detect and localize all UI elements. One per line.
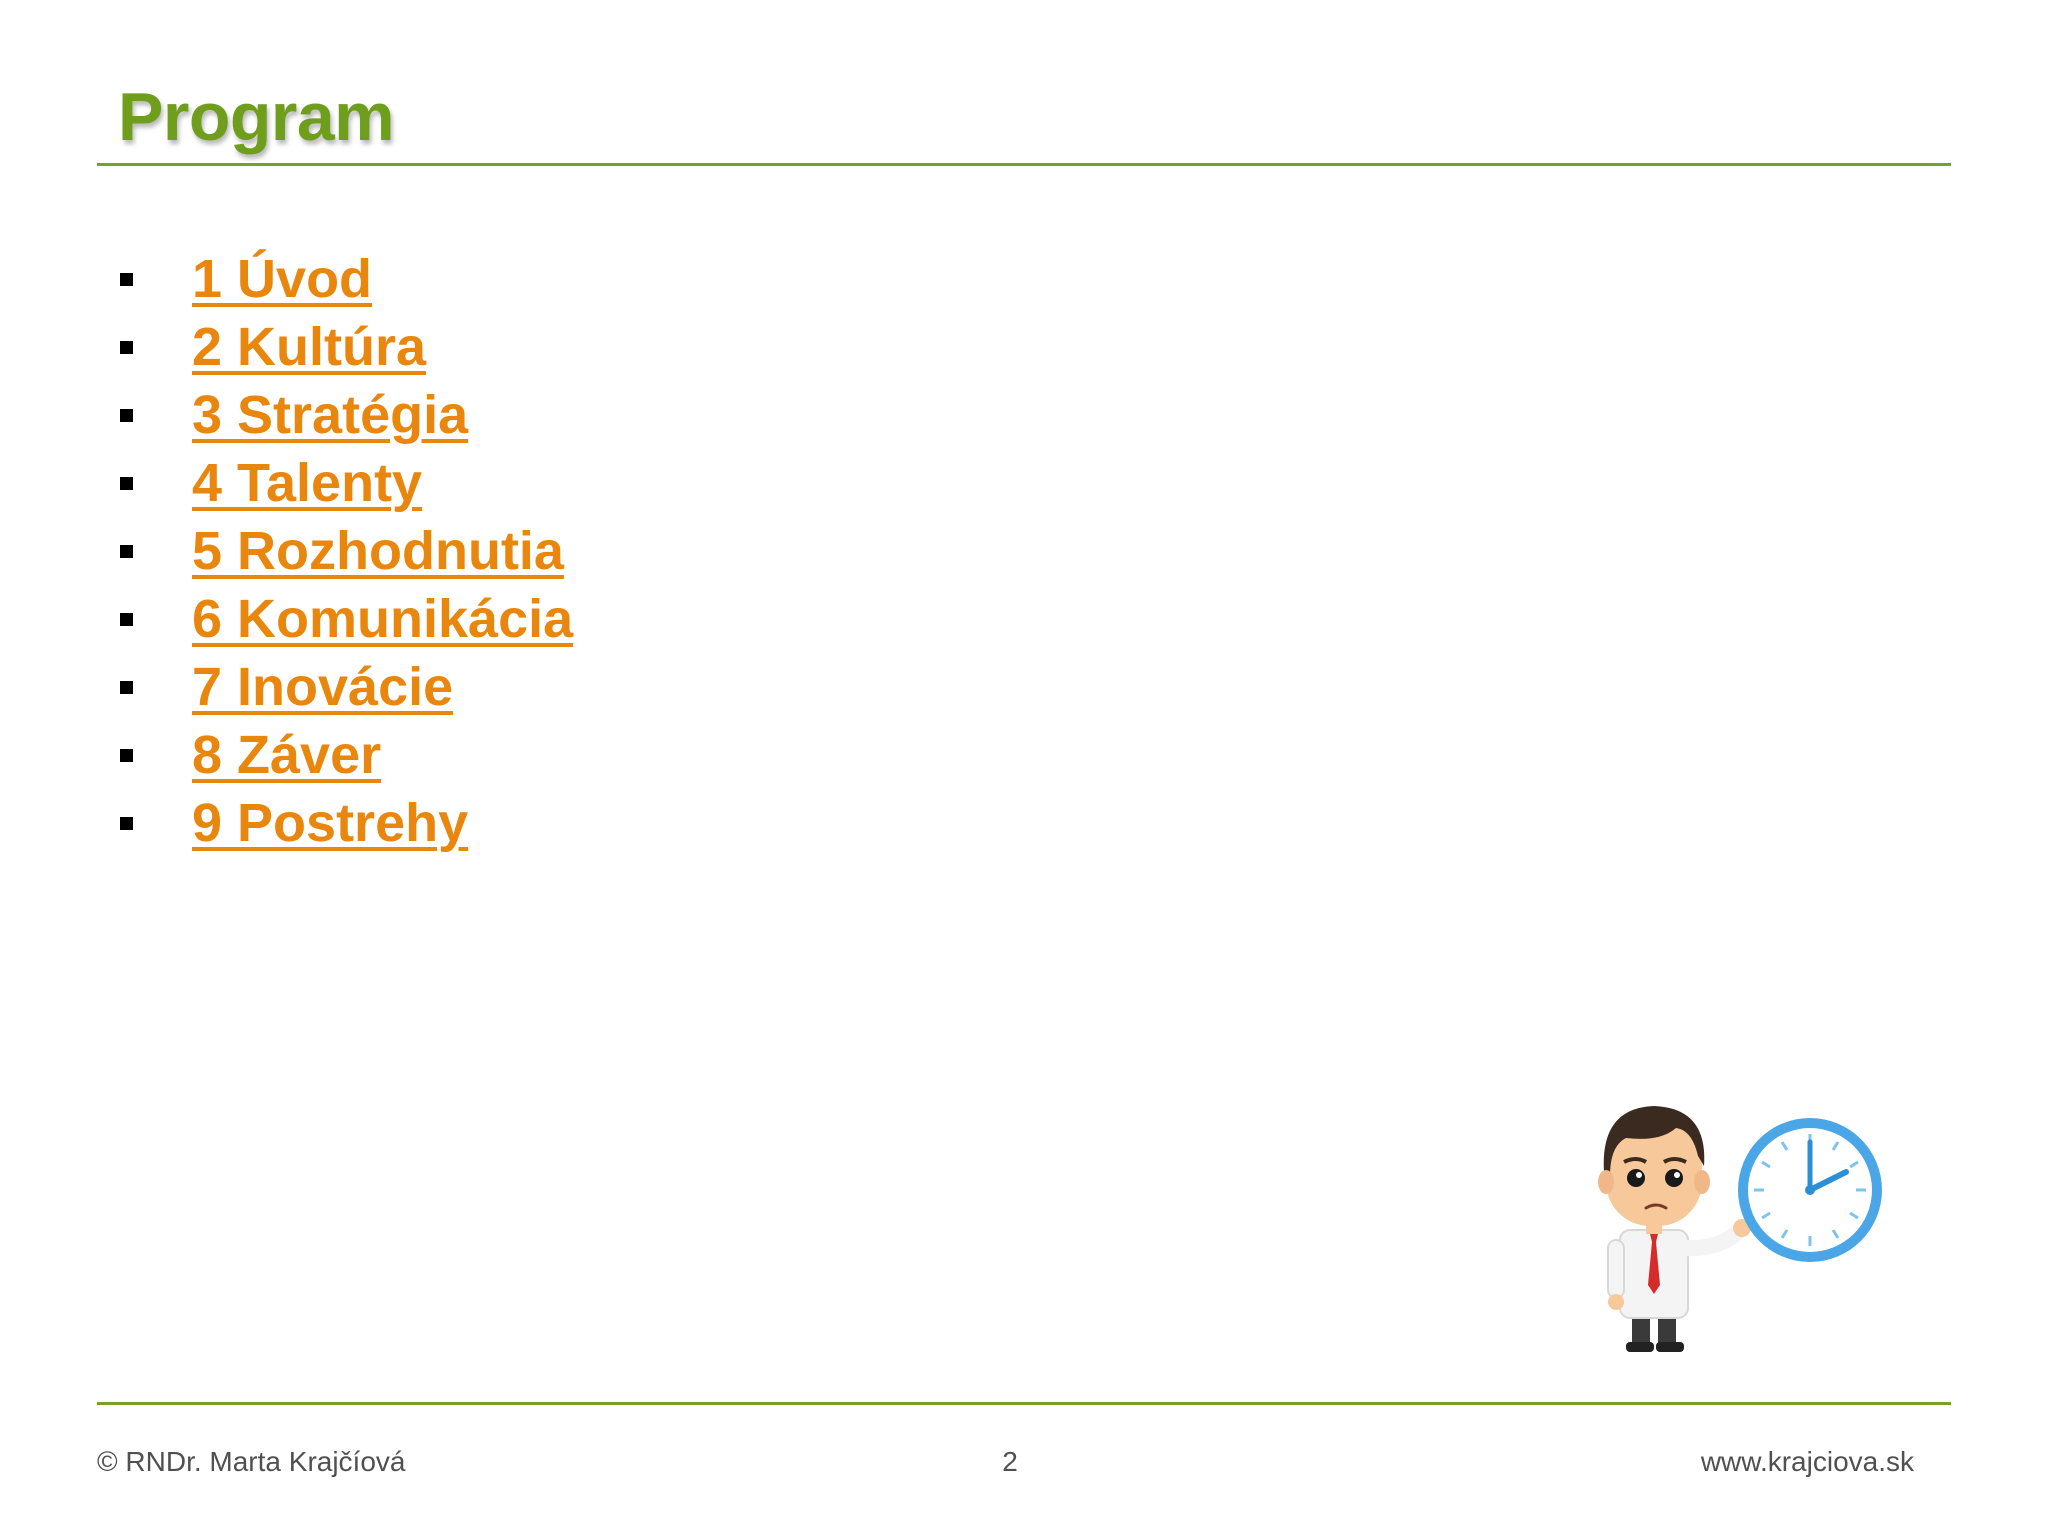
agenda-link-kultura[interactable]: 2 Kultúra [192,317,427,377]
square-bullet-icon [120,749,133,762]
title-divider [97,163,1951,166]
agenda-link-komunikacia[interactable]: 6 Komunikácia [192,589,574,649]
square-bullet-icon [120,613,133,626]
square-bullet-icon [120,681,133,694]
agenda-item [120,449,573,517]
square-bullet-icon [120,341,133,354]
square-bullet-icon [120,817,133,830]
agenda-item [120,653,573,721]
agenda-list [120,245,573,857]
agenda-link-zaver[interactable]: 8 Záver [192,725,382,785]
agenda-link-strategia[interactable]: 3 Stratégia [192,385,469,445]
square-bullet-icon [120,545,133,558]
page-number: 2 [1002,1446,1018,1477]
agenda-link-rozhodnutia[interactable]: 5 Rozhodnutia [192,521,564,581]
footer-website: www.krajciova.sk [1700,1446,1914,1477]
agenda-link-uvod[interactable]: 1 Úvod [192,249,373,309]
footer-divider [97,1402,1951,1405]
footer-author: © RNDr. Marta Krajčíová [97,1446,406,1477]
agenda-link-postrehy[interactable]: 9 Postrehy [192,793,469,853]
square-bullet-icon [120,477,133,490]
agenda-item [120,381,573,449]
agenda-item [120,313,573,381]
agenda-item [120,245,573,313]
square-bullet-icon [120,409,133,422]
agenda-item [120,721,573,789]
agenda-link-talenty[interactable]: 4 Talenty [192,453,423,513]
slide-title: Program [118,79,395,155]
square-bullet-icon [120,273,133,286]
agenda-item [120,517,573,585]
agenda-item [120,789,573,857]
businessman-with-clock-illustration [1580,1080,1900,1360]
agenda-item [120,585,573,653]
agenda-link-inovacie[interactable]: 7 Inovácie [192,657,454,717]
